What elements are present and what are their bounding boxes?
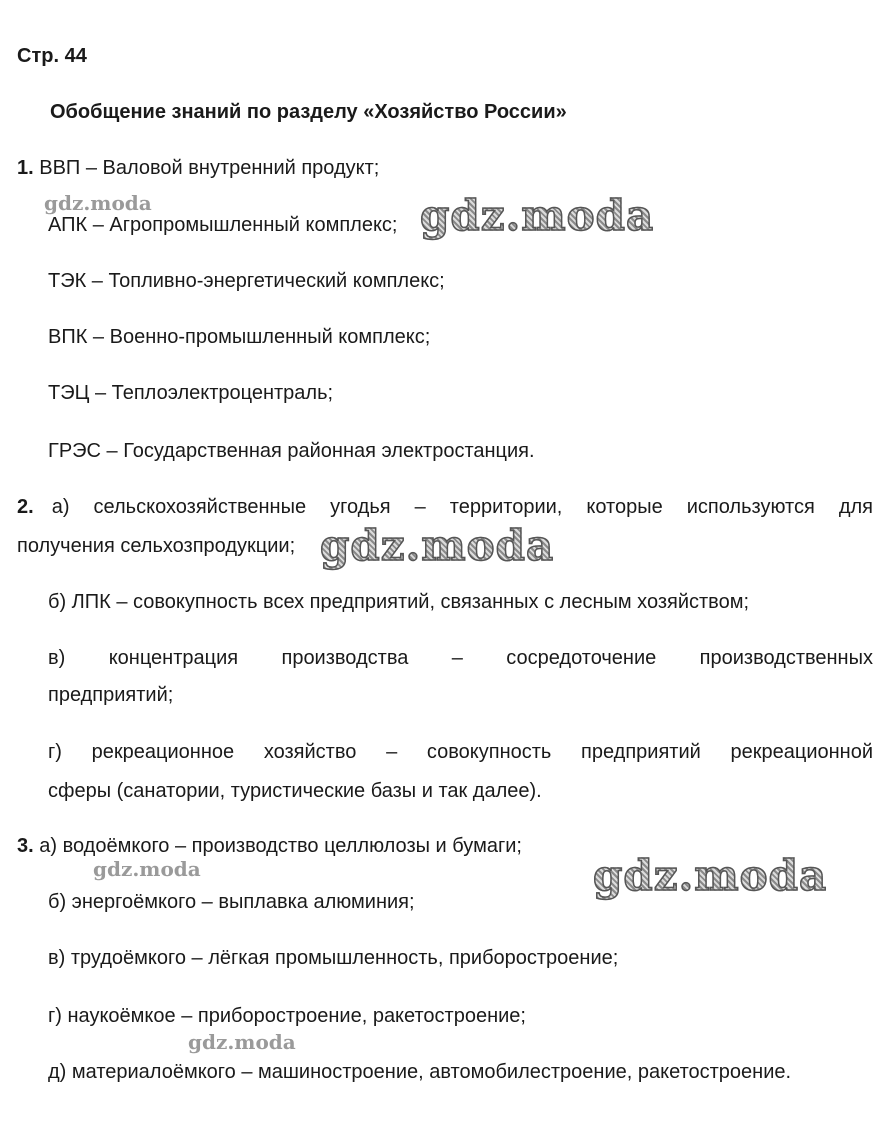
section-title: Обобщение знаний по разделу «Хозяйство России» [50, 101, 567, 123]
q1-number: 1. [17, 157, 34, 179]
q2-g-line-1: г) рекреационное хозяйство – совокупность предприятий рекреационной [48, 741, 873, 763]
q1-item-3: ТЭК – Топливно-энергетический комплекс; [48, 270, 445, 292]
q3-item-b: б) энергоёмкого – выплавка алюминия; [48, 891, 415, 913]
q2-a-line-2: получения сельхозпродукции; [17, 535, 296, 557]
q1-item-5: ТЭЦ – Теплоэлектроцентраль; [48, 382, 334, 404]
q1-item-6: ГРЭС – Государственная районная электростанция. [48, 440, 535, 462]
q1-item-4: ВПК – Военно-промышленный комплекс; [48, 326, 431, 348]
q3-item-d: д) материалоёмкого – машиностроение, автомобилестроение, ракетостроение. [48, 1061, 792, 1083]
q3-item-v: в) трудоёмкого – лёгкая промышленность, приборостроение; [48, 947, 619, 969]
q2-number: 2. [17, 496, 34, 518]
q1-item-2: АПК – Агропромышленный комплекс; [48, 214, 398, 236]
q2-b: б) ЛПК – совокупность всех предприятий, связанных с лесным хозяйством; [48, 591, 750, 613]
page-number: Стр. 44 [17, 45, 87, 67]
q3-item-a: 3. а) водоёмкого – производство целлюлозы и бумаги; [17, 835, 522, 857]
q1-item-1: 1. ВВП – Валовой внутренний продукт; [17, 157, 380, 179]
q2-v-line-1: в) концентрация производства – сосредоточение производственных [48, 647, 873, 669]
watermark-large: gdz.moda [320, 521, 555, 570]
watermark-small: gdz.moda [188, 1030, 296, 1054]
q3-number: 3. [17, 835, 34, 857]
q3-item-g: г) наукоёмкое – приборостроение, ракетостроение; [48, 1005, 526, 1027]
q2-v-line-2: предприятий; [48, 684, 174, 706]
q2-a-line-1: 2. а) сельскохозяйственные угодья – территории, которые используются для [17, 496, 873, 518]
watermark-large: gdz.moda [420, 191, 655, 240]
watermark-large: gdz.moda [593, 851, 828, 900]
watermark-small: gdz.moda [93, 857, 201, 881]
watermark-small: gdz.moda [44, 191, 152, 215]
q2-g-line-2: сферы (санатории, туристические базы и так далее). [48, 780, 542, 802]
